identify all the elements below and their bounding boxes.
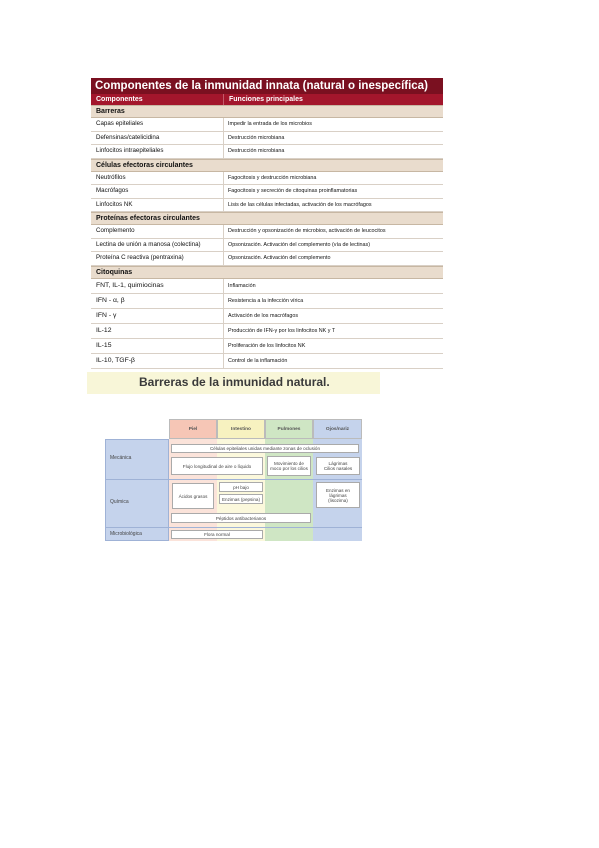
innate-immunity-table (91, 78, 443, 369)
banner-title: Barreras de la inmunidad natural. (139, 375, 330, 389)
component-cell: IFN - γ (91, 309, 224, 323)
column-header-ojos: Ojos/nariz (313, 419, 362, 439)
function-cell: Impedir la entrada de los microbios (228, 121, 312, 127)
component-cell: Linfocitos NK (91, 199, 224, 212)
box-ph-bajo: pH bajo (219, 482, 263, 492)
row-divider (105, 527, 362, 528)
column-bg-pulmones (265, 439, 313, 541)
column-header-intestino: Intestino (217, 419, 265, 439)
table-title: Componentes de la inmunidad innata (natural o inespecífica) (91, 78, 443, 94)
component-cell: IFN - α, β (91, 294, 224, 308)
box-enzimas-pepsina: Enzimas (pepsina) (219, 494, 263, 504)
function-cell: Destrucción microbiana (228, 134, 285, 141)
row-label-quimica: Química (110, 499, 129, 505)
box-lagrimas: Lágrimas Cilios nasales (316, 457, 360, 475)
table-row (91, 239, 443, 253)
component-cell: Proteína C reactiva (pentraxina) (91, 252, 224, 265)
function-cell: Inflamación (228, 282, 256, 289)
section-header: Células efectoras circulantes (91, 159, 443, 172)
function-cell: Fagocitosis y secreción de citoquinas proinflamatorias (228, 188, 358, 194)
table-row (91, 199, 443, 213)
table-row (91, 339, 443, 354)
function-cell: Activación de los macrófagos (228, 312, 299, 319)
component-cell: IL-10, TGF-β (91, 354, 224, 368)
column-header-pulmones: Pulmones (265, 419, 313, 439)
section-header: Barreras (91, 105, 443, 118)
component-cell: IL-12 (91, 324, 224, 338)
table-row (91, 279, 443, 294)
function-cell: Proliferación de los linfocitos NK (228, 342, 306, 349)
table-row (91, 145, 443, 159)
box-flora-normal: Flora normal (171, 530, 263, 539)
row-label-mecanica: Mecánica (110, 455, 132, 461)
component-cell: Capas epiteliales (91, 118, 224, 131)
table-row (91, 132, 443, 146)
box-acidos-grasos: Ácidos grasos (172, 483, 214, 509)
function-cell: Opsonización. Activación del complemento (vía de lectinas) (228, 241, 371, 248)
function-cell: Destrucción microbiana (228, 148, 285, 154)
function-cell: Producción de IFN-γ por los linfocitos NK y T (228, 327, 336, 334)
function-cell: Resistencia a la infección vírica (228, 297, 304, 304)
box-movimiento: Movimiento de moco por los cilios (267, 456, 311, 476)
section-header: Citoquinas (91, 266, 443, 279)
component-cell: Complemento (91, 225, 224, 238)
section-banner (87, 372, 380, 394)
component-cell: IL-15 (91, 339, 224, 353)
box-enzimas-lagrimas: Enzimas en lágrimas (lisozima) (316, 482, 360, 508)
row-divider (105, 479, 362, 480)
box-celulas-epiteliales: Células epiteliales unidas mediante zonas de oclusión (171, 444, 359, 453)
component-cell: Defensinas/catelicidina (91, 132, 224, 145)
table-row (91, 172, 443, 186)
table-row (91, 354, 443, 369)
box-peptidos: Péptidos antibacterianos (171, 513, 311, 523)
table-row (91, 225, 443, 239)
component-cell: Linfocitos intraepiteliales (91, 145, 224, 158)
column-header-components: Componentes (91, 94, 224, 105)
table-row (91, 324, 443, 339)
function-cell: Fagocitosis y destrucción microbiana (228, 174, 317, 181)
function-cell: Destrucción y opsonización de microbios, activación de leucocitos (228, 228, 386, 234)
section-header: Proteínas efectoras circulantes (91, 212, 443, 225)
table-row (91, 118, 443, 132)
component-cell: Neutrófilos (91, 172, 224, 185)
table-row (91, 185, 443, 199)
column-header-functions: Funciones principales (229, 96, 303, 103)
box-flujo: Flujo longitudinal de aire o líquido (171, 457, 263, 475)
table-row (91, 252, 443, 266)
function-cell: Lisis de las células infectadas, activación de los macrófagos (228, 201, 372, 208)
component-cell: Lectina de unión a manosa (colectina) (91, 239, 224, 252)
table-row (91, 309, 443, 324)
table-header-row (91, 94, 443, 105)
table-row (91, 294, 443, 309)
row-label-microbiologica: Microbiológica (110, 531, 142, 537)
function-cell: Control de la inflamación (228, 357, 288, 364)
component-cell: FNT, IL-1, quimiocinas (91, 279, 224, 293)
component-cell: Macrófagos (91, 185, 224, 198)
barriers-diagram (105, 419, 362, 541)
function-cell: Opsonización. Activación del complemento (228, 255, 331, 261)
column-header-piel: Piel (169, 419, 217, 439)
table-body (91, 105, 443, 369)
